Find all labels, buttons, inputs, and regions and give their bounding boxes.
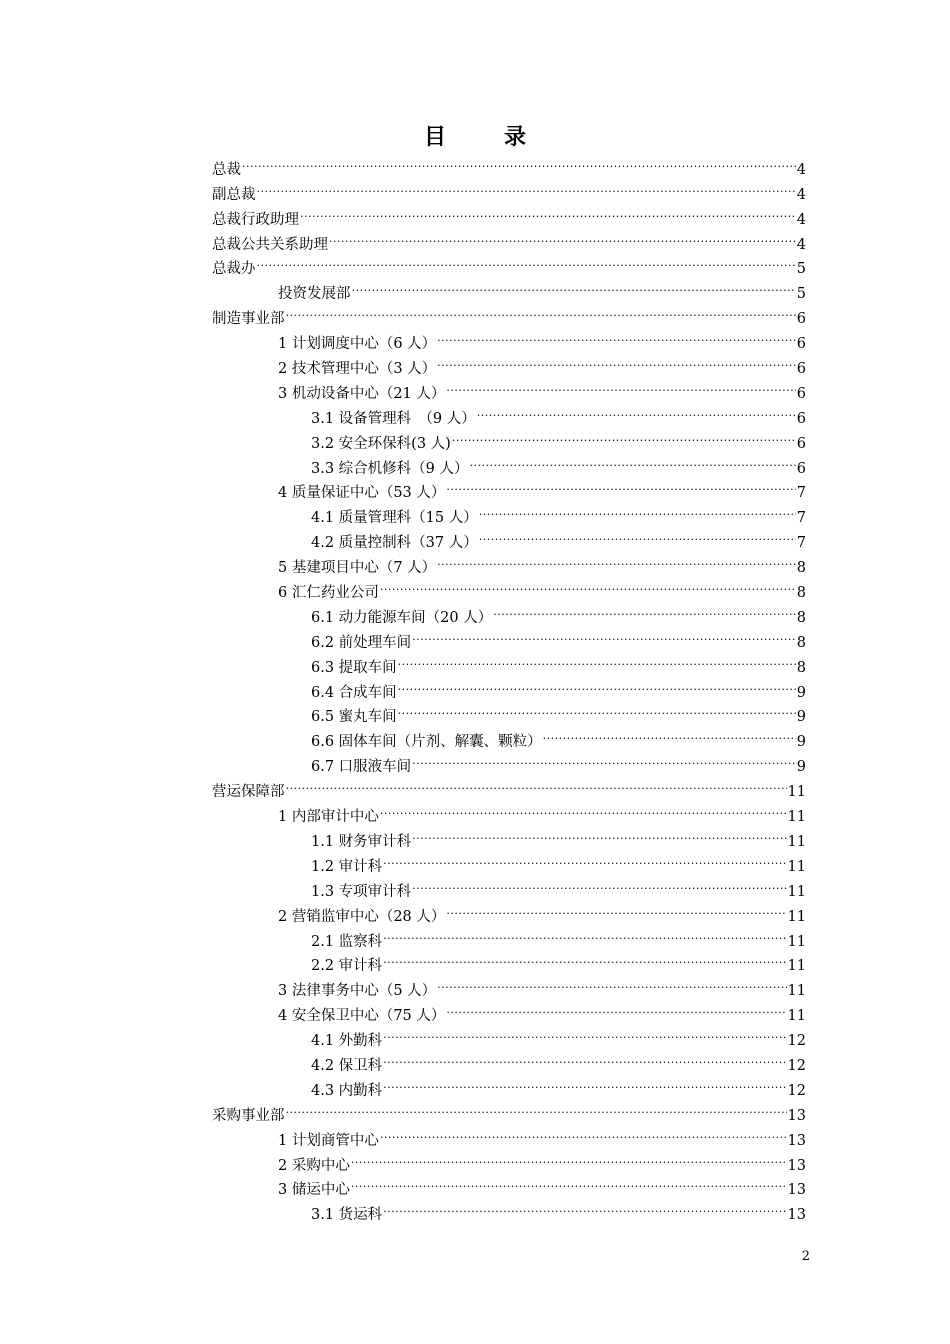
toc-entry[interactable] bbox=[212, 746, 806, 776]
toc-entry-label: 1 计划商管中心 bbox=[278, 1132, 379, 1149]
toc-entry-label: 3.1 设备管理科 （9 人） bbox=[311, 410, 476, 427]
toc-entry-page: 11 bbox=[787, 933, 806, 950]
toc-entry-label: 6.5 蜜丸车间 bbox=[311, 709, 397, 726]
dot-leader bbox=[286, 1095, 787, 1120]
toc-entry-label: 总裁办 bbox=[212, 261, 256, 278]
dot-leader bbox=[383, 1070, 786, 1095]
toc-entry-page: 11 bbox=[787, 1008, 806, 1025]
toc-entry-label: 投资发展部 bbox=[278, 286, 351, 303]
toc-entry-label: 6.2 前处理车间 bbox=[311, 634, 412, 651]
toc-entry[interactable] bbox=[212, 871, 806, 900]
toc-entry-label: 总裁 bbox=[212, 161, 241, 178]
toc-entry[interactable] bbox=[212, 672, 806, 701]
toc-entry[interactable] bbox=[212, 1120, 806, 1149]
toc-entry-page: 5 bbox=[796, 286, 806, 303]
toc-entry-page: 6 bbox=[796, 460, 806, 477]
dot-leader bbox=[383, 1045, 786, 1070]
toc-entry-page: 4 bbox=[796, 211, 806, 228]
toc-entry-page: 4 bbox=[796, 236, 806, 253]
toc-entry-page: 13 bbox=[787, 1132, 806, 1149]
toc-entry-page: 11 bbox=[787, 809, 806, 826]
toc-entry-label: 1 计划调度中心（6 人） bbox=[278, 336, 437, 353]
toc-entry-page: 13 bbox=[787, 1207, 806, 1224]
toc-entry[interactable] bbox=[212, 473, 806, 502]
dot-leader bbox=[383, 1020, 786, 1045]
toc-entry-label: 副总裁 bbox=[212, 186, 256, 203]
toc-entry-page: 11 bbox=[787, 908, 806, 925]
toc-entry[interactable] bbox=[212, 448, 806, 477]
dot-leader bbox=[329, 224, 796, 249]
toc-entry-label: 采购事业部 bbox=[212, 1107, 285, 1124]
toc-entry[interactable] bbox=[212, 1070, 806, 1099]
dot-leader bbox=[380, 572, 796, 597]
toc-entry-page: 12 bbox=[787, 1057, 806, 1074]
toc-entry-page: 8 bbox=[796, 634, 806, 651]
toc-entry-page: 13 bbox=[787, 1157, 806, 1174]
toc-entry-label: 5 基建项目中心（7 人） bbox=[278, 560, 437, 577]
dot-leader bbox=[398, 647, 796, 672]
dot-leader bbox=[257, 249, 796, 274]
dot-leader bbox=[383, 846, 786, 871]
toc-entry-page: 8 bbox=[796, 659, 806, 676]
dot-leader bbox=[479, 497, 796, 522]
toc-entry-page: 12 bbox=[787, 1082, 806, 1099]
toc-entry[interactable] bbox=[212, 846, 806, 875]
dot-leader bbox=[300, 199, 796, 224]
toc-entry-page: 11 bbox=[787, 883, 806, 900]
toc-entry-label: 6.1 动力能源车间（20 人） bbox=[311, 609, 493, 626]
toc-entry[interactable] bbox=[212, 771, 806, 801]
dot-leader bbox=[383, 1194, 786, 1219]
toc-entry-label: 6.4 合成车间 bbox=[311, 684, 397, 701]
dot-leader bbox=[437, 970, 786, 995]
page-title bbox=[0, 120, 950, 151]
toc-entry[interactable] bbox=[212, 721, 806, 751]
toc-entry-page: 13 bbox=[787, 1182, 806, 1199]
toc-entry-label: 总裁公共关系助理 bbox=[212, 236, 328, 253]
dot-leader bbox=[380, 1120, 787, 1145]
toc-entry-page: 4 bbox=[796, 161, 806, 178]
toc-entry-page: 11 bbox=[787, 858, 806, 875]
toc-entry-page: 11 bbox=[787, 983, 806, 1000]
toc-entry-label: 3.2 安全环保科(3 人) bbox=[311, 435, 451, 452]
dot-leader bbox=[437, 547, 796, 572]
toc-entry-label: 4 质量保证中心（53 人） bbox=[278, 485, 446, 502]
toc-entry-page: 11 bbox=[787, 784, 806, 801]
toc-entry-page: 7 bbox=[796, 535, 806, 552]
toc-entry-label: 2.2 审计科 bbox=[311, 958, 383, 975]
toc-entry-label: 4.1 外勤科 bbox=[311, 1033, 383, 1050]
toc-entry-label: 4.1 质量管理科（15 人） bbox=[311, 510, 478, 527]
toc-entry-page: 8 bbox=[796, 560, 806, 577]
dot-leader bbox=[446, 473, 795, 498]
toc-entry-label: 2 营销监审中心（28 人） bbox=[278, 908, 446, 925]
toc-entry[interactable] bbox=[212, 522, 806, 552]
dot-leader bbox=[412, 871, 786, 896]
toc-entry-label: 1.3 专项审计科 bbox=[311, 883, 412, 900]
table-of-contents bbox=[212, 149, 806, 1224]
toc-entry[interactable] bbox=[212, 224, 806, 253]
toc-entry-page: 11 bbox=[787, 958, 806, 975]
toc-entry-label: 营运保障部 bbox=[212, 784, 285, 801]
dot-leader bbox=[286, 298, 796, 323]
dot-leader bbox=[493, 597, 796, 622]
dot-leader bbox=[412, 821, 786, 846]
dot-leader bbox=[477, 398, 796, 423]
dot-leader bbox=[398, 672, 796, 697]
toc-entry[interactable] bbox=[212, 298, 806, 328]
toc-entry-page: 11 bbox=[787, 833, 806, 850]
dot-leader bbox=[286, 771, 787, 796]
toc-entry[interactable] bbox=[212, 323, 806, 353]
dot-leader bbox=[412, 746, 796, 771]
toc-entry[interactable] bbox=[212, 896, 806, 925]
toc-entry[interactable] bbox=[212, 547, 806, 577]
toc-entry-label: 3 机动设备中心（21 人） bbox=[278, 385, 446, 402]
toc-entry-label: 1 内部审计中心 bbox=[278, 809, 379, 826]
toc-entry-page: 7 bbox=[796, 510, 806, 527]
toc-entry[interactable] bbox=[212, 970, 806, 1000]
toc-entry-label: 制造事业部 bbox=[212, 311, 285, 328]
toc-entry-label: 3 储运中心 bbox=[278, 1182, 350, 1199]
toc-entry-label: 1.2 审计科 bbox=[311, 858, 383, 875]
toc-entry-page: 6 bbox=[796, 361, 806, 378]
toc-entry-page: 9 bbox=[796, 734, 806, 751]
toc-entry-label: 总裁行政助理 bbox=[212, 211, 299, 228]
toc-entry-page: 8 bbox=[796, 585, 806, 602]
toc-entry-label: 2 采购中心 bbox=[278, 1157, 350, 1174]
dot-leader bbox=[398, 697, 796, 722]
dot-leader bbox=[470, 448, 796, 473]
toc-entry-page: 12 bbox=[787, 1033, 806, 1050]
toc-entry-label: 6.3 提取车间 bbox=[311, 659, 397, 676]
title-char-1: 目 bbox=[423, 124, 446, 150]
toc-entry[interactable] bbox=[212, 199, 806, 228]
toc-entry-label: 4.2 质量控制科（37 人） bbox=[311, 535, 478, 552]
toc-entry-page: 4 bbox=[796, 186, 806, 203]
dot-leader bbox=[479, 522, 796, 547]
dot-leader bbox=[351, 1170, 787, 1195]
title-char-2: 录 bbox=[504, 124, 527, 150]
dot-leader bbox=[380, 796, 787, 821]
dot-leader bbox=[446, 896, 786, 921]
dot-leader bbox=[351, 1145, 787, 1170]
toc-entry-page: 8 bbox=[796, 609, 806, 626]
page-number: 2 bbox=[801, 1249, 810, 1264]
dot-leader bbox=[383, 921, 786, 946]
toc-entry-page: 9 bbox=[796, 684, 806, 701]
toc-entry[interactable] bbox=[212, 796, 806, 826]
toc-entry-label: 3.3 综合机修科（9 人） bbox=[311, 460, 469, 477]
dot-leader bbox=[352, 273, 796, 298]
toc-entry-page: 6 bbox=[796, 311, 806, 328]
toc-entry-page: 9 bbox=[796, 759, 806, 776]
dot-leader bbox=[257, 174, 796, 199]
dot-leader bbox=[446, 995, 786, 1020]
toc-entry-label: 4.3 内勤科 bbox=[311, 1082, 383, 1099]
toc-entry[interactable] bbox=[212, 622, 806, 651]
toc-entry[interactable] bbox=[212, 946, 806, 975]
toc-entry-label: 6.6 固体车间（片剂、解囊、颗粒） bbox=[311, 734, 542, 751]
dot-leader bbox=[437, 348, 796, 373]
dot-leader bbox=[543, 721, 796, 746]
toc-entry[interactable] bbox=[212, 1045, 806, 1074]
toc-entry[interactable] bbox=[212, 149, 806, 178]
dot-leader bbox=[383, 946, 786, 971]
toc-entry-label: 3.1 货运科 bbox=[311, 1207, 383, 1224]
toc-entry[interactable] bbox=[212, 647, 806, 676]
toc-entry-page: 9 bbox=[796, 709, 806, 726]
toc-entry-page: 7 bbox=[796, 485, 806, 502]
toc-entry-label: 6.7 口服液车间 bbox=[311, 759, 412, 776]
toc-entry-label: 4.2 保卫科 bbox=[311, 1057, 383, 1074]
toc-entry-label: 4 安全保卫中心（75 人） bbox=[278, 1008, 446, 1025]
dot-leader bbox=[452, 423, 796, 448]
dot-leader bbox=[242, 149, 796, 174]
toc-entry[interactable] bbox=[212, 249, 806, 278]
dot-leader bbox=[446, 373, 795, 398]
toc-entry-page: 6 bbox=[796, 435, 806, 452]
toc-entry[interactable] bbox=[212, 423, 806, 452]
toc-entry-page: 5 bbox=[796, 261, 806, 278]
toc-entry-label: 1.1 财务审计科 bbox=[311, 833, 412, 850]
dot-leader bbox=[437, 323, 796, 348]
toc-entry-page: 6 bbox=[796, 410, 806, 427]
toc-entry-page: 13 bbox=[787, 1107, 806, 1124]
toc-entry[interactable] bbox=[212, 697, 806, 726]
toc-entry-label: 2.1 监察科 bbox=[311, 933, 383, 950]
toc-entry[interactable] bbox=[212, 174, 806, 203]
toc-entry-label: 2 技术管理中心（3 人） bbox=[278, 361, 437, 378]
toc-entry[interactable] bbox=[212, 273, 806, 303]
toc-entry-label: 6 汇仁药业公司 bbox=[278, 585, 379, 602]
toc-entry-page: 6 bbox=[796, 336, 806, 353]
dot-leader bbox=[412, 622, 796, 647]
toc-entry-page: 6 bbox=[796, 385, 806, 402]
toc-entry-label: 3 法律事务中心（5 人） bbox=[278, 983, 437, 1000]
toc-entry[interactable] bbox=[212, 1095, 806, 1124]
